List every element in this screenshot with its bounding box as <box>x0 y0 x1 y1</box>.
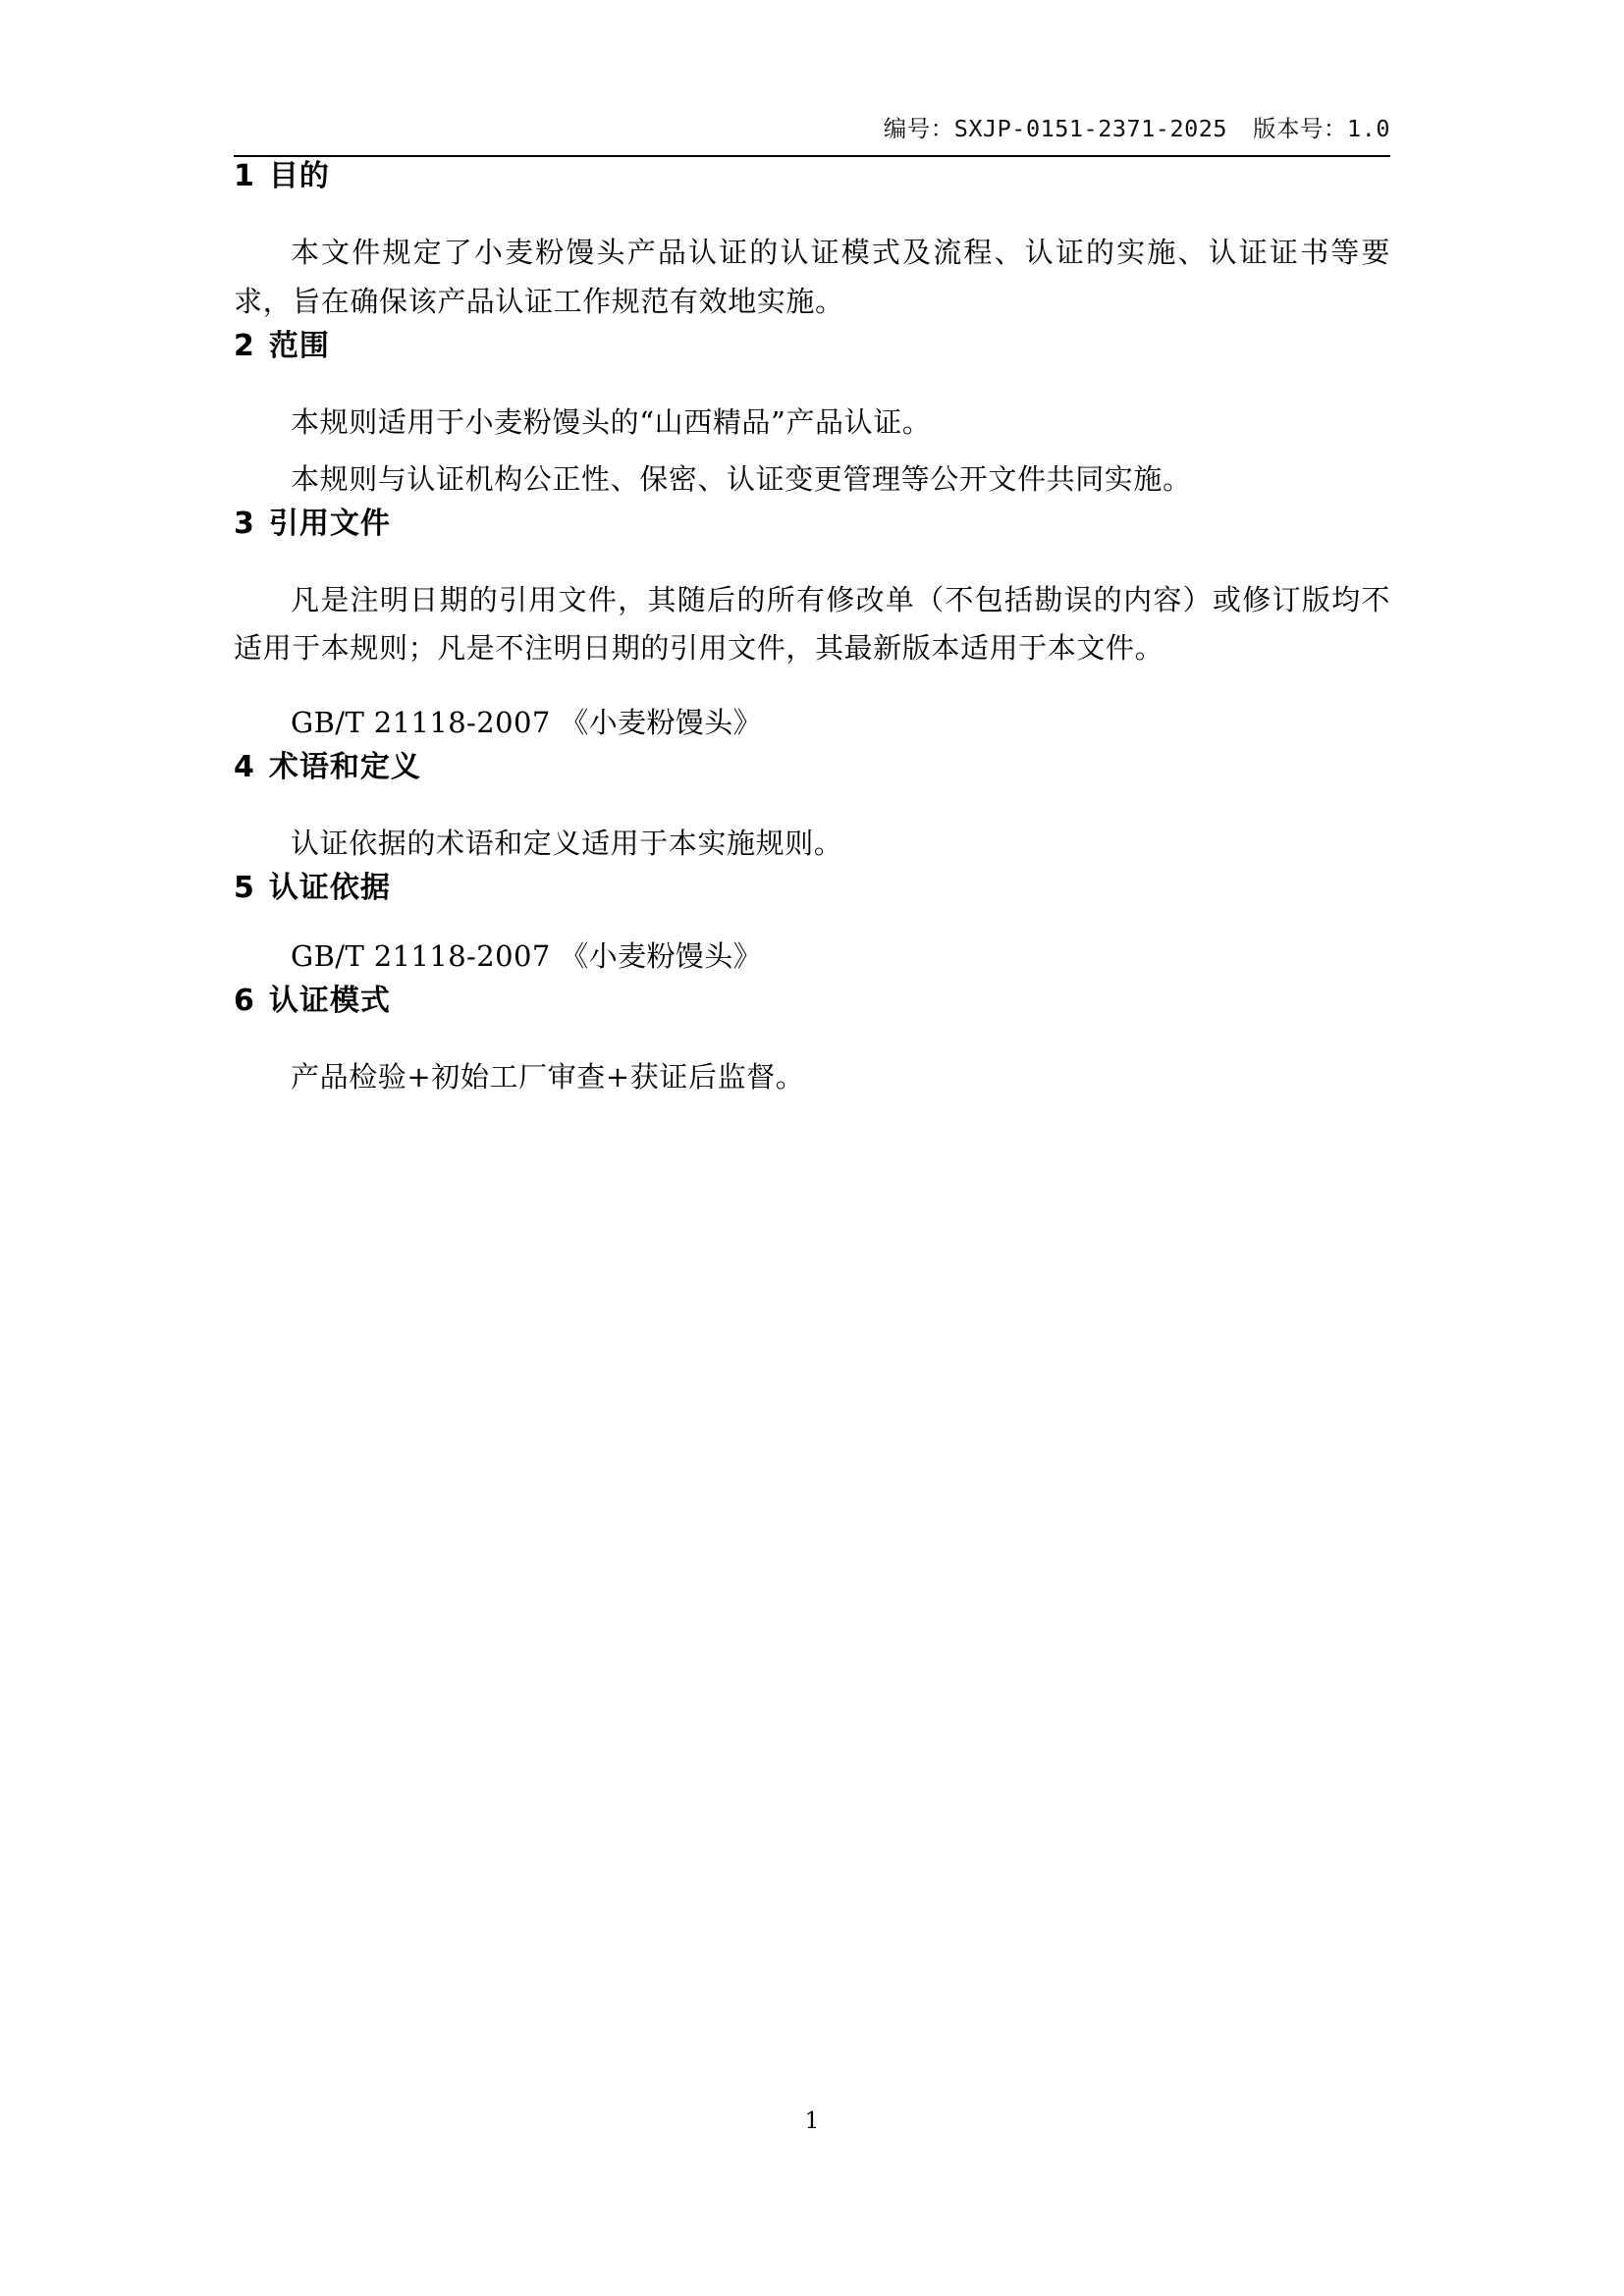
section-1-paragraph-1: 本文件规定了小麦粉馒头产品认证的认证模式及流程、认证的实施、认证证书等要求，旨在确保该产品认证工作规范有效地实施。 <box>234 236 1390 318</box>
section-title-4: 术语和定义 <box>268 750 421 785</box>
document-number: 编号：SXJP-0151-2371-2025 <box>883 115 1228 142</box>
section-number-5: 5 <box>234 871 255 905</box>
section-title-3: 引用文件 <box>268 506 391 541</box>
section-title-1: 目的 <box>268 159 330 193</box>
section-number-1: 1 <box>234 159 255 193</box>
section-number-3: 3 <box>234 506 255 541</box>
section-6-paragraph-1: 产品检验+初始工厂审查+获证后监督。 <box>291 1059 805 1094</box>
section-title-6: 认证模式 <box>268 983 391 1018</box>
section-number-6: 6 <box>234 983 255 1018</box>
section-title-5: 认证依据 <box>268 871 391 905</box>
page-footer <box>0 2109 1624 2134</box>
page-header <box>234 0 1390 143</box>
section-heading-5 <box>234 869 1390 907</box>
section-heading-2 <box>234 327 1390 365</box>
page-number: 1 <box>804 2109 820 2134</box>
section-title-2: 范围 <box>268 328 330 363</box>
document-version: 版本号：1.0 <box>1253 115 1390 142</box>
section-2-paragraph-2: 本规则与认证机构公正性、保密、认证变更管理等公开文件共同实施。 <box>291 461 1192 496</box>
section-2-paragraph-1: 本规则适用于小麦粉馒头的“山西精品”产品认证。 <box>291 404 932 439</box>
section-3-reference: GB/T 21118-2007 《小麦粉馒头》 <box>291 706 763 740</box>
section-heading-6 <box>234 982 1390 1020</box>
section-heading-4 <box>234 748 1390 786</box>
section-number-4: 4 <box>234 750 255 785</box>
section-5-reference: GB/T 21118-2007 《小麦粉馒头》 <box>291 939 763 973</box>
section-4-paragraph-1: 认证依据的术语和定义适用于本实施规则。 <box>291 827 843 861</box>
section-number-2: 2 <box>234 328 255 363</box>
section-3-paragraph-1: 凡是注明日期的引用文件，其随后的所有修改单（不包括勘误的内容）或修订版均不适用于本规则；凡是不注明日期的引用文件，其最新版本适用于本文件。 <box>234 582 1390 666</box>
page-content <box>234 0 1390 1102</box>
section-heading-3 <box>234 505 1390 543</box>
section-heading-1 <box>234 157 1390 195</box>
